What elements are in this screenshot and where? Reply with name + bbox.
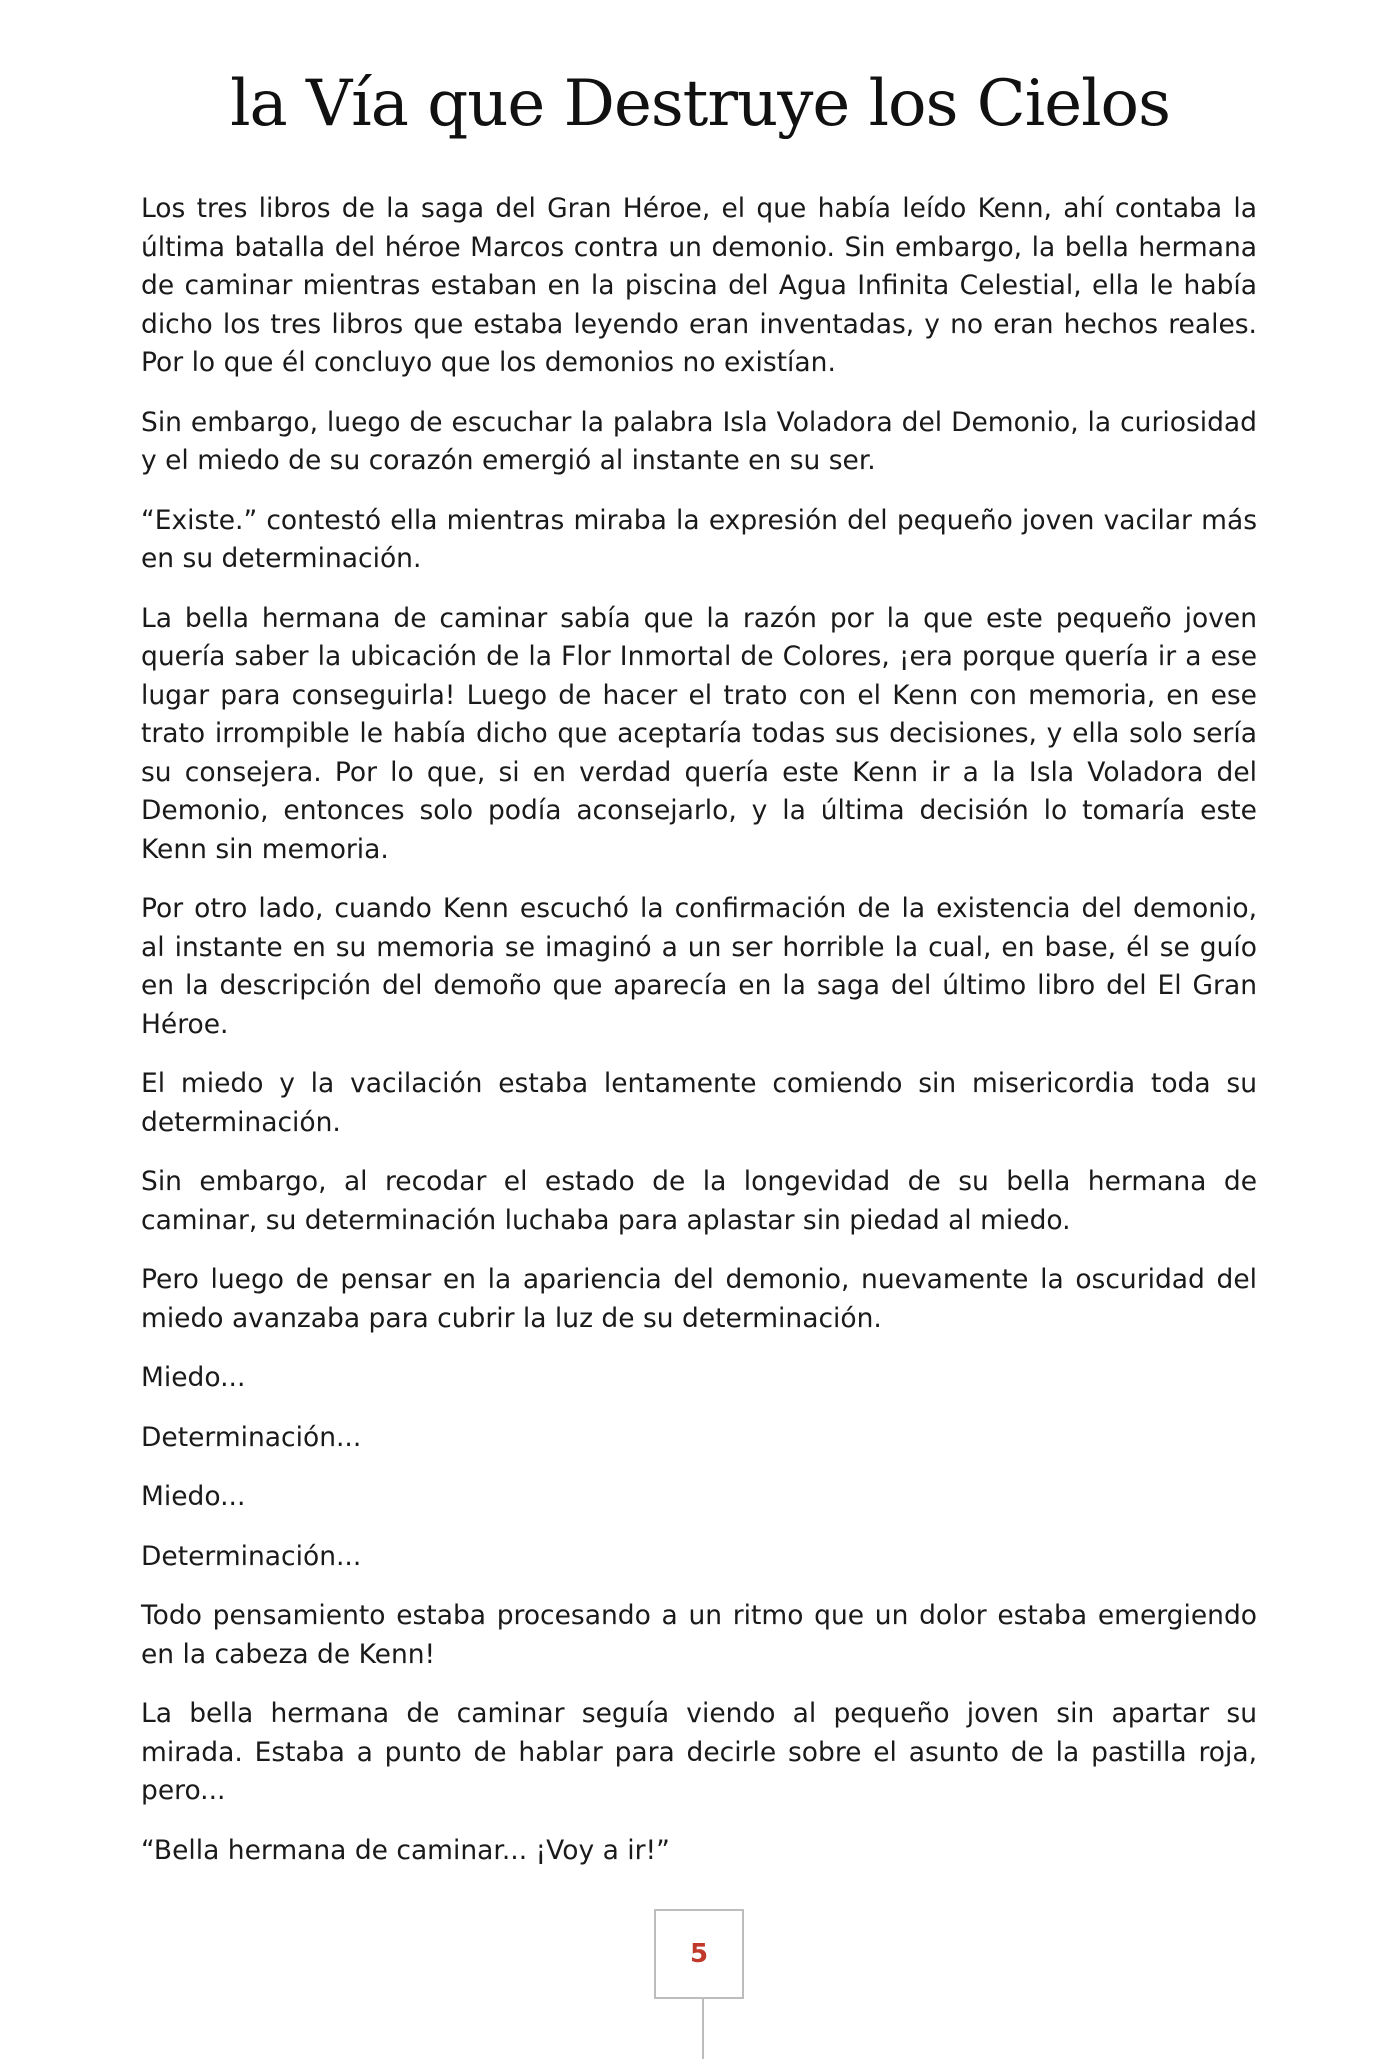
paragraph-2: Sin embargo, luego de escuchar la palabra Isla Voladora del Demonio, la curiosidad y el miedo de su corazón emergió al instante en su ser. — [141, 406, 1257, 476]
paragraph-13: Todo pensamiento estaba procesando a un ritmo que un dolor estaba emergiendo en la cabeza de Kenn! — [141, 1600, 1257, 1670]
paragraph-4: La bella hermana de caminar sabía que la razón por la que este pequeño joven quería saber la ubicación de la Flor Inmortal de Colores, ¡era porque quería ir a ese lugar para conseguirla! Luego de hacer el trato con el Kenn con memoria, en ese trato irrompible le había dicho que aceptaría todas sus decisiones, y ella solo sería su consejera. Por lo que, si en verdad quería este Kenn ir a la Isla Voladora del Demonio, entonces solo podía aconsejarlo, y la última decisión lo tomaría este Kenn sin memoria. — [141, 602, 1257, 865]
paragraph-6: El miedo y la vacilación estaba lentamente comiendo sin misericordia toda su determinación. — [141, 1068, 1257, 1138]
paragraph-8: Pero luego de pensar en la apariencia del demonio, nuevamente la oscuridad del miedo avanzaba para cubrir la luz de su determinación. — [141, 1264, 1257, 1334]
page-number: 5 — [689, 1939, 709, 1969]
page-number-box — [654, 1909, 744, 1999]
paragraph-7: Sin embargo, al recodar el estado de la longevidad de su bella hermana de caminar, su determinación luchaba para aplastar sin piedad al miedo. — [141, 1166, 1257, 1236]
paragraph-10: Determinación... — [141, 1421, 362, 1453]
body-text — [141, 190, 1257, 1891]
paragraph-3: “Existe.” contestó ella mientras miraba la expresión del pequeño joven vacilar más en su determinación. — [141, 504, 1257, 574]
paragraph-12: Determinación... — [141, 1540, 362, 1572]
paragraph-15: “Bella hermana de caminar... ¡Voy a ir!” — [141, 1834, 670, 1866]
paragraph-11: Miedo... — [141, 1481, 246, 1512]
page-title: la Vía que Destruye los Cielos — [230, 67, 1170, 141]
page-number-stem — [702, 1999, 704, 2059]
paragraph-9: Miedo... — [141, 1362, 246, 1393]
paragraph-5: Por otro lado, cuando Kenn escuchó la confirmación de la existencia del demonio, al instante en su memoria se imaginó a un ser horrible la cual, en base, él se guío en la descripción del demoño que aparecía en la saga del último libro del El Gran Héroe. — [141, 893, 1257, 1040]
paragraph-14: La bella hermana de caminar seguía viendo al pequeño joven sin apartar su mirada. Estaba a punto de hablar para decirle sobre el asunto de la pastilla roja, pero... — [141, 1698, 1257, 1806]
paragraph-1: Los tres libros de la saga del Gran Héroe, el que había leído Kenn, ahí contaba la última batalla del héroe Marcos contra un demonio. Sin embargo, la bella hermana de caminar mientras estaban en la piscina del Agua Infinita Celestial, ella le había dicho los tres libros que estaba leyendo eran inventadas, y no eran hechos reales. Por lo que él concluyo que los demonios no existían. — [141, 193, 1257, 378]
